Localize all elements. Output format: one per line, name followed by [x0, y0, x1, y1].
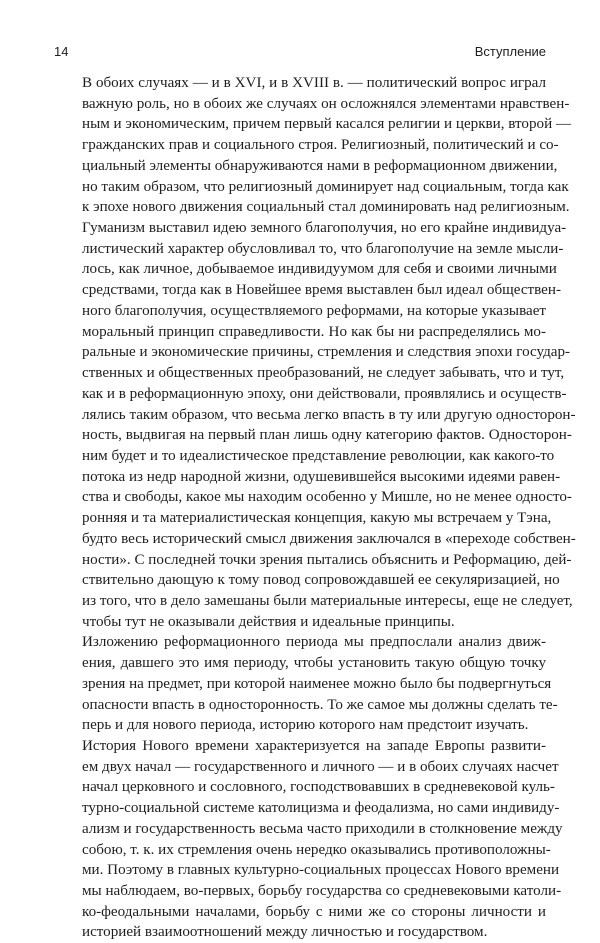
text-line: листический характер обусловливал то, что благополучие на земле мысли- [82, 240, 564, 257]
text-line: ронняя и та материалистическая концепция, какую мы встречаем у Тэна, [82, 510, 552, 527]
text-line: ем двух начал — государственного и личного — и в обоих случаях насчет [82, 758, 559, 775]
text-line: перь и для нового периода, историю которого нам предстоит изучать. [82, 717, 529, 734]
text-line: историей взаимоотношений между личностью и государством. [82, 924, 488, 941]
text-line: ения, давшего это имя периоду, чтобы установить такую общую точку [82, 655, 546, 672]
paragraph [54, 73, 576, 632]
text-line: гражданских прав и социального строя. Религиозный, политический и со- [82, 137, 559, 154]
text-line: ности». С последней точки зрения пытались объяснить и Реформацию, дей- [82, 551, 572, 568]
text-line: моральный принцип справедливости. Но как бы ни распределялись мо- [82, 323, 546, 340]
text-line: ализм и государственность весьма часто приходили в столкновение между [82, 820, 563, 837]
page-header [54, 44, 546, 64]
text-line: Изложению реформационного периода мы предпослали анализ движ- [82, 634, 546, 651]
page-number: 14 [54, 44, 69, 59]
text-line: как и в реформационную эпоху, они действовали, проявлялись и осуществ- [82, 385, 567, 402]
text-line: ми. Поэтому в главных культурно-социальных процессах Нового времени [82, 862, 560, 879]
text-line: ного благополучия, осуществляемого реформами, на которые указывает [82, 302, 546, 319]
text-line: История Нового времени характеризуется на западе Европы развити- [82, 738, 546, 754]
text-line: средствами, тогда как в Новейшее время выставлен был идеал обществен- [82, 282, 561, 299]
running-head: Вступление [474, 44, 546, 59]
text-line: ральные и экономические причины, стремления и следствия эпохи государ- [82, 344, 571, 361]
text-line: к эпохе нового движения социальный стал доминировать над религиозным. [82, 199, 570, 216]
text-line: будто весь исторический смысл движения заключался в «переходе собствен- [82, 530, 576, 547]
text-line: важную роль, но в обоих же случаях он осложнялся элементами нравствен- [82, 95, 570, 112]
text-line: мы наблюдаем, во-первых, борьбу государства со средневековыми католи- [82, 883, 562, 900]
body-text [54, 73, 576, 943]
text-line: собою, т. к. их стремления очень нередко оказывались противоположны- [82, 841, 551, 858]
text-line: турно-социальной системе католицизма и феодализма, но сами индивиду- [82, 800, 560, 817]
text-line: чтобы тут не оказывали действия и идеальные принципы. [82, 613, 455, 630]
text-line: из того, что в дело замешаны были материальные интересы, еще не следует, [82, 592, 573, 609]
text-line: ства и свободы, какое мы находим особенно у Мишле, но не менее односто- [82, 489, 572, 506]
text-line: ствительно дающую к тому повод сопровождавшей ее секуляризацией, но [82, 572, 560, 589]
text-line: начал церковного и сословного, господствовавших в средневековой куль- [82, 779, 555, 796]
text-line: ность, выдвигая на первый план лишь одну категорию фактов. Односторон- [82, 427, 572, 444]
text-line: Гуманизм выставил идею земного благополучия, но его крайне индивидуа- [82, 220, 567, 237]
text-line: потока из недр народной жизни, одушевившейся высокими идеями равен- [82, 468, 561, 485]
text-line: ным и экономическим, причем первый касался религии и церкви, второй — [82, 116, 572, 133]
text-line: ним будет и то идеалистическое представление революции, как какого-то [82, 447, 555, 464]
text-line: опасности впасть в односторонность. То же самое мы должны сделать те- [82, 696, 558, 713]
text-line: циальный элементы обнаруживаются нами в реформационном движении, [82, 157, 558, 174]
text-line: но таким образом, что религиозный доминирует над социальным, тогда как [82, 178, 569, 195]
text-line: ко-феодальными началами, борьбу с ними же со стороны личности и [82, 903, 546, 920]
paragraph [54, 632, 558, 736]
text-line: В обоих случаях — и в XVI, и в XVIII в. — политический вопрос играл [82, 75, 546, 91]
paragraph [54, 736, 563, 943]
text-line: зрения на предмет, при которой наименее можно было бы подвергнуться [82, 675, 552, 692]
text-line: лялись таким образом, что весьма легко впасть в ту или другую односторон- [82, 406, 576, 423]
text-line: ственных и общественных преобразований, не следует забывать, что и тут, [82, 365, 565, 382]
text-line: лось, как личное, добываемое индивидуумом для себя и своими личными [82, 261, 557, 278]
